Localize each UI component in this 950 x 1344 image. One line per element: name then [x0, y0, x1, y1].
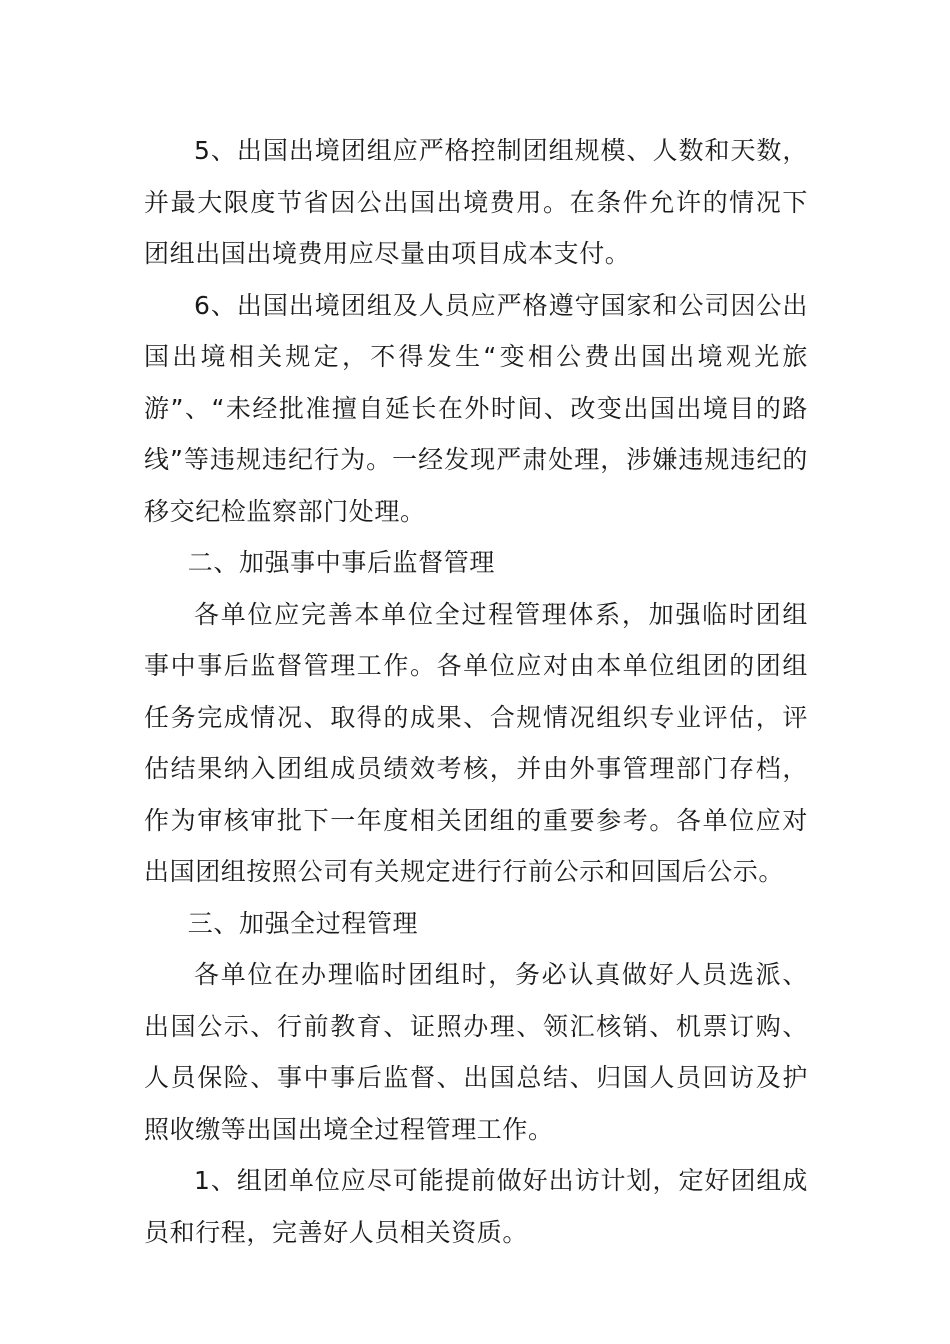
section-heading-process-management: 三、加强全过程管理	[187, 908, 419, 938]
paragraph-item-6-compliance: 6、出国出境团组及人员应严格遵守国家和公司因公出国出境相关规定，不得发生“变相公费出国出境观光旅游”、“未经批准擅自延长在外时间、改变出国出境目的路线”等违规违纪行为。一经发现严肃处理，涉嫌违规违纪的移交纪检监察部门处理。	[144, 290, 808, 526]
section-heading-supervision: 二、加强事中事后监督管理	[187, 548, 495, 577]
paragraph-supervision: 各单位应完善本单位全过程管理体系，加强临时团组事中事后监督管理工作。各单位应对由本单位组团的团组任务完成情况、取得的成果、合规情况组织专业评估，评估结果纳入团组成员绩效考核，并由外事管理部门存档，作为审核审批下一年度相关团组的重要参考。各单位应对出国团组按照公司有关规定进行行前公示和回国后公示。	[144, 599, 808, 886]
paragraph-item-5-group-size: 5、出国出境团组应严格控制团组规模、人数和天数，并最大限度节省因公出国出境费用。在条件允许的情况下团组出国出境费用应尽量由项目成本支付。	[144, 136, 808, 268]
document-body	[144, 125, 808, 1258]
paragraph-item-1-planning: 1、组团单位应尽可能提前做好出访计划，定好团组成员和行程，完善好人员相关资质。	[144, 1166, 808, 1247]
paragraph-process-management: 各单位在办理临时团组时，务必认真做好人员选派、出国公示、行前教育、证照办理、领汇核销、机票订购、人员保险、事中事后监督、出国总结、归国人员回访及护照收缴等出国出境全过程管理工作。	[144, 960, 808, 1144]
